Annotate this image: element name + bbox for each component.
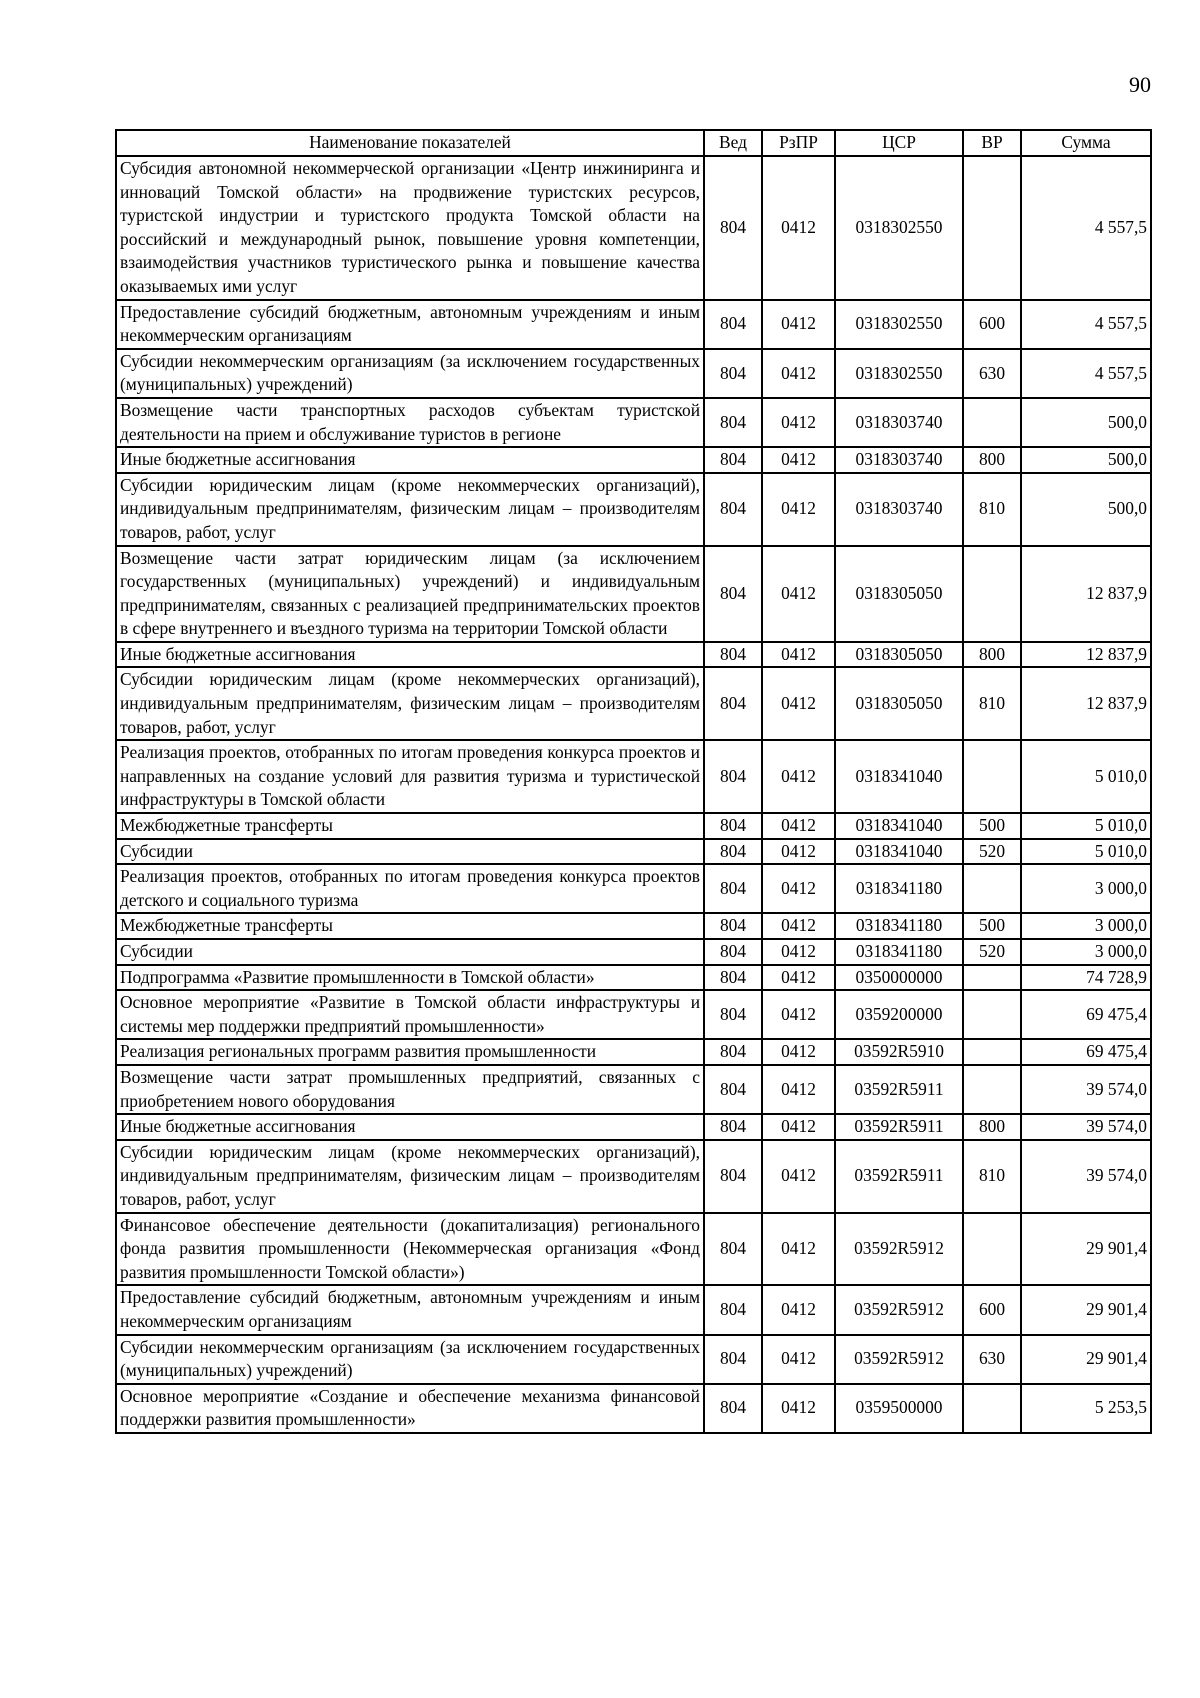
cell-name: Предоставление субсидий бюджетным, автономным учреждениям и иным некоммерческим организациям [116,300,704,349]
cell-sum: 5 253,5 [1021,1384,1151,1433]
cell-vr: 520 [963,939,1021,965]
cell-ved: 804 [704,939,762,965]
cell-vr: 600 [963,300,1021,349]
cell-csr: 0318303740 [835,447,963,473]
cell-rzpr: 0412 [762,447,835,473]
cell-csr: 03592R5912 [835,1285,963,1334]
cell-sum: 5 010,0 [1021,813,1151,839]
cell-rzpr: 0412 [762,642,835,668]
cell-vr [963,1039,1021,1065]
cell-vr [963,156,1021,300]
cell-sum: 12 837,9 [1021,546,1151,642]
table-row [116,1213,1151,1286]
cell-csr: 0318303740 [835,473,963,546]
header-vr: ВР [963,130,1021,156]
cell-rzpr: 0412 [762,965,835,991]
cell-vr: 630 [963,349,1021,398]
cell-name: Субсидии [116,939,704,965]
cell-vr [963,1384,1021,1433]
cell-sum: 3 000,0 [1021,913,1151,939]
table-row [116,473,1151,546]
header-rzpr: РзПР [762,130,835,156]
cell-name: Подпрограмма «Развитие промышленности в Томской области» [116,965,704,991]
table-row [116,939,1151,965]
cell-name: Субсидии юридическим лицам (кроме некоммерческих организаций), индивидуальным предпринимателям, физическим лицам – производителям товаров, работ, услуг [116,1140,704,1213]
cell-csr: 0318302550 [835,349,963,398]
header-ved: Вед [704,130,762,156]
table-row [116,864,1151,913]
cell-csr: 0318341180 [835,913,963,939]
cell-csr: 0318302550 [835,300,963,349]
table-row [116,447,1151,473]
cell-vr: 810 [963,667,1021,740]
cell-rzpr: 0412 [762,1140,835,1213]
table-row [116,1140,1151,1213]
cell-name: Межбюджетные трансферты [116,813,704,839]
cell-name: Реализация проектов, отобранных по итогам проведения конкурса проектов и направленных на создание условий для развития туризма и туристической инфраструктуры в Томской области [116,740,704,813]
header-sum: Сумма [1021,130,1151,156]
cell-name: Предоставление субсидий бюджетным, автономным учреждениям и иным некоммерческим организациям [116,1285,704,1334]
cell-csr: 03592R5910 [835,1039,963,1065]
table-row [116,300,1151,349]
cell-ved: 804 [704,1213,762,1286]
cell-name: Субсидии некоммерческим организациям (за исключением государственных (муниципальных) учреждений) [116,1335,704,1384]
cell-vr: 500 [963,813,1021,839]
table-row [116,642,1151,668]
cell-name: Субсидия автономной некоммерческой организации «Центр инжиниринга и инноваций Томской области» на продвижение туристских ресурсов, туристской индустрии и туристского продукта Томской области на российский и международный рынок, повышение уровня компетенции, взаимодействия участников туристического рынка и повышение качества оказываемых ими услуг [116,156,704,300]
cell-vr [963,864,1021,913]
cell-rzpr: 0412 [762,839,835,865]
cell-ved: 804 [704,813,762,839]
cell-vr: 630 [963,1335,1021,1384]
cell-rzpr: 0412 [762,913,835,939]
cell-sum: 4 557,5 [1021,156,1151,300]
cell-csr: 0318341180 [835,864,963,913]
cell-name: Субсидии некоммерческим организациям (за исключением государственных (муниципальных) учреждений) [116,349,704,398]
cell-sum: 29 901,4 [1021,1335,1151,1384]
cell-csr: 0318302550 [835,156,963,300]
cell-ved: 804 [704,1065,762,1114]
table-row [116,1384,1151,1433]
cell-rzpr: 0412 [762,546,835,642]
cell-rzpr: 0412 [762,156,835,300]
table-row [116,156,1151,300]
cell-sum: 74 728,9 [1021,965,1151,991]
cell-rzpr: 0412 [762,1065,835,1114]
cell-rzpr: 0412 [762,939,835,965]
cell-ved: 804 [704,913,762,939]
cell-rzpr: 0412 [762,1384,835,1433]
table-row [116,1065,1151,1114]
table-header-row [116,130,1151,156]
cell-name: Субсидии [116,839,704,865]
cell-rzpr: 0412 [762,1114,835,1140]
cell-rzpr: 0412 [762,990,835,1039]
cell-ved: 804 [704,1039,762,1065]
cell-ved: 804 [704,642,762,668]
cell-csr: 0318341040 [835,839,963,865]
cell-csr: 0318341040 [835,813,963,839]
cell-ved: 804 [704,965,762,991]
table-row [116,1285,1151,1334]
cell-sum: 3 000,0 [1021,864,1151,913]
cell-sum: 3 000,0 [1021,939,1151,965]
cell-csr: 0318305050 [835,546,963,642]
cell-ved: 804 [704,546,762,642]
cell-rzpr: 0412 [762,1335,835,1384]
cell-csr: 0350000000 [835,965,963,991]
cell-ved: 804 [704,667,762,740]
cell-csr: 0318305050 [835,667,963,740]
cell-ved: 804 [704,349,762,398]
cell-vr: 810 [963,1140,1021,1213]
cell-csr: 0318305050 [835,642,963,668]
cell-csr: 0318341180 [835,939,963,965]
table-row [116,349,1151,398]
cell-vr: 800 [963,642,1021,668]
cell-sum: 500,0 [1021,398,1151,447]
cell-csr: 0359500000 [835,1384,963,1433]
cell-ved: 804 [704,156,762,300]
cell-ved: 804 [704,990,762,1039]
cell-csr: 0359200000 [835,990,963,1039]
cell-vr [963,965,1021,991]
cell-name: Реализация региональных программ развития промышленности [116,1039,704,1065]
cell-vr [963,990,1021,1039]
cell-csr: 03592R5911 [835,1065,963,1114]
cell-sum: 69 475,4 [1021,990,1151,1039]
cell-name: Субсидии юридическим лицам (кроме некоммерческих организаций), индивидуальным предпринимателям, физическим лицам – производителям товаров, работ, услуг [116,473,704,546]
cell-vr: 500 [963,913,1021,939]
cell-sum: 39 574,0 [1021,1065,1151,1114]
table-row [116,667,1151,740]
table-body [116,156,1151,1433]
cell-ved: 804 [704,839,762,865]
cell-name: Финансовое обеспечение деятельности (докапитализация) регионального фонда развития промышленности (Некоммерческая организация «Фонд развития промышленности Томской области») [116,1213,704,1286]
cell-name: Возмещение части затрат юридическим лицам (за исключением государственных (муниципальных) учреждений) и индивидуальным предпринимателям, связанных с реализацией предпринимательских проектов в сфере внутреннего и въездного туризма на территории Томской области [116,546,704,642]
cell-ved: 804 [704,398,762,447]
cell-csr: 03592R5911 [835,1140,963,1213]
cell-ved: 804 [704,1384,762,1433]
cell-name: Основное мероприятие «Развитие в Томской области инфраструктуры и системы мер поддержки предприятий промышленности» [116,990,704,1039]
cell-ved: 804 [704,740,762,813]
cell-sum: 500,0 [1021,473,1151,546]
cell-vr: 520 [963,839,1021,865]
cell-rzpr: 0412 [762,398,835,447]
cell-rzpr: 0412 [762,300,835,349]
cell-rzpr: 0412 [762,1039,835,1065]
cell-sum: 5 010,0 [1021,839,1151,865]
cell-name: Иные бюджетные ассигнования [116,447,704,473]
cell-ved: 804 [704,300,762,349]
budget-table [115,129,1152,1434]
cell-vr [963,1065,1021,1114]
cell-name: Основное мероприятие «Создание и обеспечение механизма финансовой поддержки развития промышленности» [116,1384,704,1433]
cell-vr [963,398,1021,447]
header-csr: ЦСР [835,130,963,156]
table-row [116,990,1151,1039]
cell-rzpr: 0412 [762,1285,835,1334]
cell-name: Иные бюджетные ассигнования [116,642,704,668]
table-row [116,913,1151,939]
cell-rzpr: 0412 [762,473,835,546]
cell-rzpr: 0412 [762,1213,835,1286]
cell-rzpr: 0412 [762,813,835,839]
table-row [116,965,1151,991]
table-row [116,398,1151,447]
cell-name: Реализация проектов, отобранных по итогам проведения конкурса проектов детского и социального туризма [116,864,704,913]
cell-sum: 69 475,4 [1021,1039,1151,1065]
cell-csr: 0318341040 [835,740,963,813]
cell-vr [963,1213,1021,1286]
cell-vr: 800 [963,1114,1021,1140]
cell-name: Возмещение части транспортных расходов субъектам туристской деятельности на прием и обслуживание туристов в регионе [116,398,704,447]
cell-sum: 4 557,5 [1021,300,1151,349]
cell-sum: 29 901,4 [1021,1285,1151,1334]
cell-vr: 600 [963,1285,1021,1334]
cell-ved: 804 [704,1140,762,1213]
cell-rzpr: 0412 [762,349,835,398]
cell-vr [963,740,1021,813]
cell-sum: 39 574,0 [1021,1140,1151,1213]
table-row [116,839,1151,865]
cell-sum: 500,0 [1021,447,1151,473]
cell-csr: 0318303740 [835,398,963,447]
table-row [116,1335,1151,1384]
cell-sum: 12 837,9 [1021,667,1151,740]
cell-ved: 804 [704,864,762,913]
table-row [116,740,1151,813]
cell-sum: 39 574,0 [1021,1114,1151,1140]
cell-rzpr: 0412 [762,740,835,813]
cell-name: Субсидии юридическим лицам (кроме некоммерческих организаций), индивидуальным предпринимателям, физическим лицам – производителям товаров, работ, услуг [116,667,704,740]
cell-ved: 804 [704,1285,762,1334]
cell-name: Иные бюджетные ассигнования [116,1114,704,1140]
cell-name: Возмещение части затрат промышленных предприятий, связанных с приобретением нового оборудования [116,1065,704,1114]
cell-sum: 29 901,4 [1021,1213,1151,1286]
cell-vr: 810 [963,473,1021,546]
cell-sum: 12 837,9 [1021,642,1151,668]
cell-name: Межбюджетные трансферты [116,913,704,939]
cell-rzpr: 0412 [762,864,835,913]
cell-ved: 804 [704,473,762,546]
cell-csr: 03592R5912 [835,1213,963,1286]
cell-csr: 03592R5912 [835,1335,963,1384]
page-number: 90 [1129,72,1151,97]
table-row [116,1039,1151,1065]
table-row [116,813,1151,839]
table-row [116,546,1151,642]
cell-vr: 800 [963,447,1021,473]
table-row [116,1114,1151,1140]
header-name: Наименование показателей [116,130,704,156]
cell-sum: 4 557,5 [1021,349,1151,398]
cell-vr [963,546,1021,642]
cell-ved: 804 [704,1114,762,1140]
cell-ved: 804 [704,1335,762,1384]
cell-sum: 5 010,0 [1021,740,1151,813]
cell-csr: 03592R5911 [835,1114,963,1140]
cell-ved: 804 [704,447,762,473]
cell-rzpr: 0412 [762,667,835,740]
